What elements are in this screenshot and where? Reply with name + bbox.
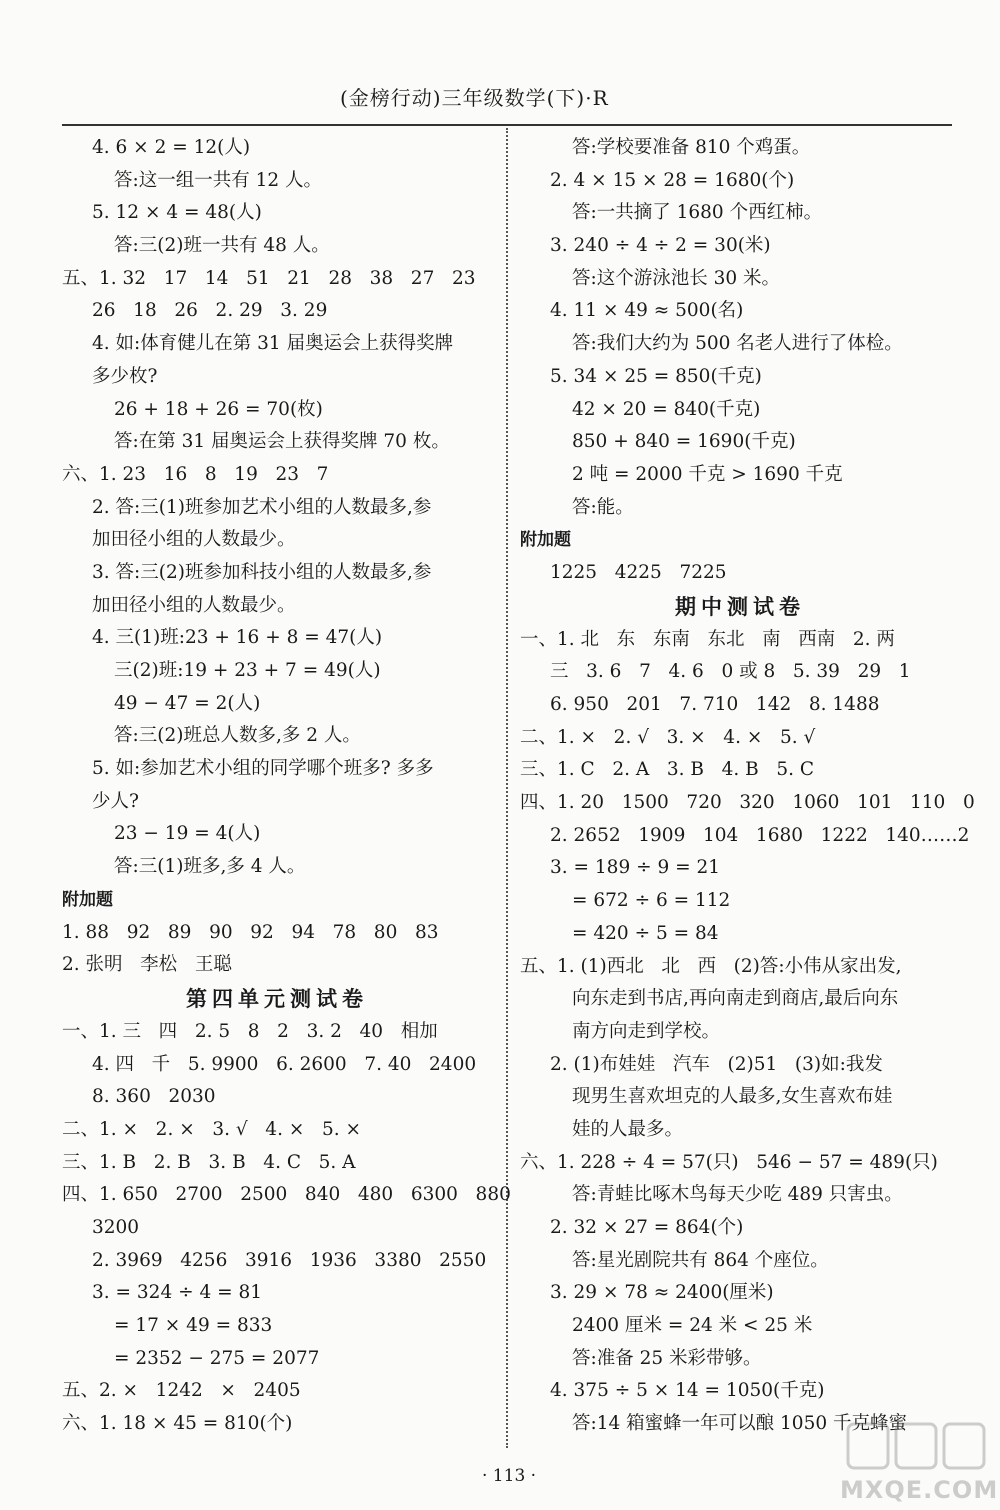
right-answer-line: 3. 240 ÷ 4 ÷ 2 = 30(米) [550,235,771,257]
left-answer-line: 4. 四 千 5. 9900 6. 2600 7. 40 2400 [92,1053,477,1075]
left-answer-line: 答:这一组一共有 12 人。 [114,169,323,191]
left-answer-line: 二、1. × 2. × 3. √ 4. × 5. × [62,1118,362,1140]
left-answer-line: = 17 × 49 = 833 [114,1315,273,1337]
right-answer-line: 4. 11 × 49 ≈ 500(名) [550,300,744,322]
left-answer-line: 六、1. 23 16 8 19 23 7 [62,463,329,485]
right-answer-line: 6. 950 201 7. 710 142 8. 1488 [550,694,880,715]
left-answer-line: 26 18 26 2. 29 3. 29 [92,300,328,322]
left-answer-line: = 2352 − 275 = 2077 [114,1347,320,1369]
left-answer-line: 2. 3969 4256 3916 1936 3380 2550 [92,1249,487,1271]
right-answer-line: = 672 ÷ 6 = 112 [572,890,731,912]
watermark-stamp-icon [840,1418,990,1478]
right-answer-line: 2400 厘米 = 24 米 < 25 米 [572,1315,813,1337]
right-answer-line: 娃的人最多。 [572,1118,684,1140]
left-answer-line: 2. 答:三(1)班参加艺术小组的人数最多,参 [92,496,432,518]
right-answer-line: 2. 4 × 15 × 28 = 1680(个) [550,169,795,191]
left-answer-line: 3. 答:三(2)班参加科技小组的人数最多,参 [92,561,432,583]
left-answer-line: 答:三(1)班多,多 4 人。 [114,856,306,878]
header-rule [62,124,952,126]
right-answer-line: 2. 2652 1909 104 1680 1222 140……2 [550,824,970,846]
left-answer-line: 加田径小组的人数最少。 [92,529,296,551]
column-divider [506,128,508,1448]
left-answer-line: 23 − 19 = 4(人) [114,823,261,845]
right-answer-line: 一、1. 北 东 东南 东北 南 西南 2. 两 [520,628,895,650]
right-answer-line: 5. 34 × 25 = 850(千克) [550,365,762,387]
watermark-text: MXQE.COM [840,1476,999,1504]
left-column [62,132,511,1441]
header-title: (金榜行动)三年级数学(下)·R [340,86,609,110]
right-answer-line: = 420 ÷ 5 = 84 [572,922,719,944]
right-answer-line: 答:能。 [572,496,634,518]
bonus-label: 附加题 [62,889,113,910]
left-answer-line: 三、1. B 2. B 3. B 4. C 5. A [62,1151,356,1173]
left-answer-line: 五、1. 32 17 14 51 21 28 38 27 23 [62,267,476,289]
right-answer-line: 3. 29 × 78 ≈ 2400(厘米) [550,1282,774,1304]
left-answer-line: 5. 12 × 4 = 48(人) [92,202,262,224]
right-answer-line: 现男生喜欢坦克的人最多,女生喜欢布娃 [572,1086,893,1108]
bonus-label: 附加题 [520,530,571,551]
right-answer-line: 答:一共摘了 1680 个西红柿。 [572,202,823,224]
right-answer-line: 3. = 189 ÷ 9 = 21 [550,857,721,879]
watermark-logo [840,1418,999,1506]
left-answer-line: 5. 如:参加艺术小组的同学哪个班多? 多多 [92,758,434,780]
left-answer-line: 3. = 324 ÷ 4 = 81 [92,1282,263,1304]
right-answer-line: 2. 32 × 27 = 864(个) [550,1217,744,1238]
right-column [520,132,975,1441]
left-answer-line: 三(2)班:19 + 23 + 7 = 49(人) [114,660,381,681]
left-answer-line: 1. 88 92 89 90 92 94 78 80 83 [62,921,439,943]
right-answer-line: 4. 375 ÷ 5 × 14 = 1050(千克) [550,1380,825,1402]
right-answer-line: 答:这个游泳池长 30 米。 [572,267,781,289]
right-answer-line: 向东走到书店,再向南走到商店,最后向东 [572,988,899,1010]
left-answer-line: 3200 [92,1217,140,1238]
left-answer-line: 26 + 18 + 26 = 70(枚) [114,398,323,420]
left-answer-line: 五、2. × 1242 × 2405 [62,1380,301,1402]
left-answer-line: 49 − 47 = 2(人) [114,692,261,714]
right-answer-line: 答:我们大约为 500 名老人进行了体检。 [572,333,903,355]
left-answer-line: 一、1. 三 四 2. 5 8 2 3. 2 40 相加 [62,1020,438,1042]
page-number: · 113 · [482,1466,537,1486]
right-answer-line: 答:青蛙比啄木鸟每天少吃 489 只害虫。 [572,1184,903,1206]
right-answer-line: 三、1. C 2. A 3. B 4. B 5. C [520,759,815,781]
left-answer-line: 2. 张明 李松 王聪 [62,954,232,976]
section-heading: 期中测试卷 [675,593,805,619]
left-answer-line: 四、1. 650 2700 2500 840 480 6300 880 [62,1184,511,1206]
left-answer-line: 多少枚? [92,365,158,387]
right-answer-line: 答:准备 25 米彩带够。 [572,1347,762,1369]
right-answer-line: 四、1. 20 1500 720 320 1060 101 110 0 [520,792,975,814]
right-answer-line: 南方向走到学校。 [572,1020,721,1042]
left-answer-line: 少人? [92,790,139,812]
right-answer-line: 答:14 箱蜜蜂一年可以酿 1050 千克蜂蜜 [572,1413,907,1435]
right-answer-line: 三 3. 6 7 4. 6 0 或 8 5. 39 29 1 [550,661,911,683]
right-answer-line: 1225 4225 7225 [550,561,727,583]
right-answer-line: 850 + 840 = 1690(千克) [572,431,796,453]
right-answer-line: 六、1. 228 ÷ 4 = 57(只) 546 − 57 = 489(只) [520,1151,938,1173]
right-answer-line: 二、1. × 2. √ 3. × 4. × 5. √ [520,726,816,748]
left-answer-line: 答:在第 31 届奥运会上获得奖牌 70 枚。 [114,431,450,453]
right-answer-line: 答:星光剧院共有 864 个座位。 [572,1249,829,1271]
section-heading: 第四单元测试卷 [186,985,368,1011]
left-answer-line: 8. 360 2030 [92,1086,216,1108]
right-answer-line: 2. (1)布娃娃 汽车 (2)51 (3)如:我发 [550,1053,883,1075]
left-answer-line: 加田径小组的人数最少。 [92,594,296,616]
right-answer-line: 2 吨 = 2000 千克 > 1690 千克 [572,463,843,485]
left-answer-line: 4. 如:体育健儿在第 31 届奥运会上获得奖牌 [92,333,454,355]
left-answer-line: 4. 6 × 2 = 12(人) [92,137,251,158]
right-answer-line: 42 × 20 = 840(千克) [572,398,761,420]
right-answer-line: 答:学校要准备 810 个鸡蛋。 [572,137,811,158]
left-answer-line: 答:三(2)班一共有 48 人。 [114,235,330,257]
page-header [0,78,1000,116]
right-answer-line: 五、1. (1)西北 北 西 (2)答:小伟从家出发, [520,955,902,977]
left-answer-line: 4. 三(1)班:23 + 16 + 8 = 47(人) [92,627,383,649]
left-answer-line: 答:三(2)班总人数多,多 2 人。 [114,725,361,747]
left-answer-line: 六、1. 18 × 45 = 810(个) [62,1413,293,1435]
